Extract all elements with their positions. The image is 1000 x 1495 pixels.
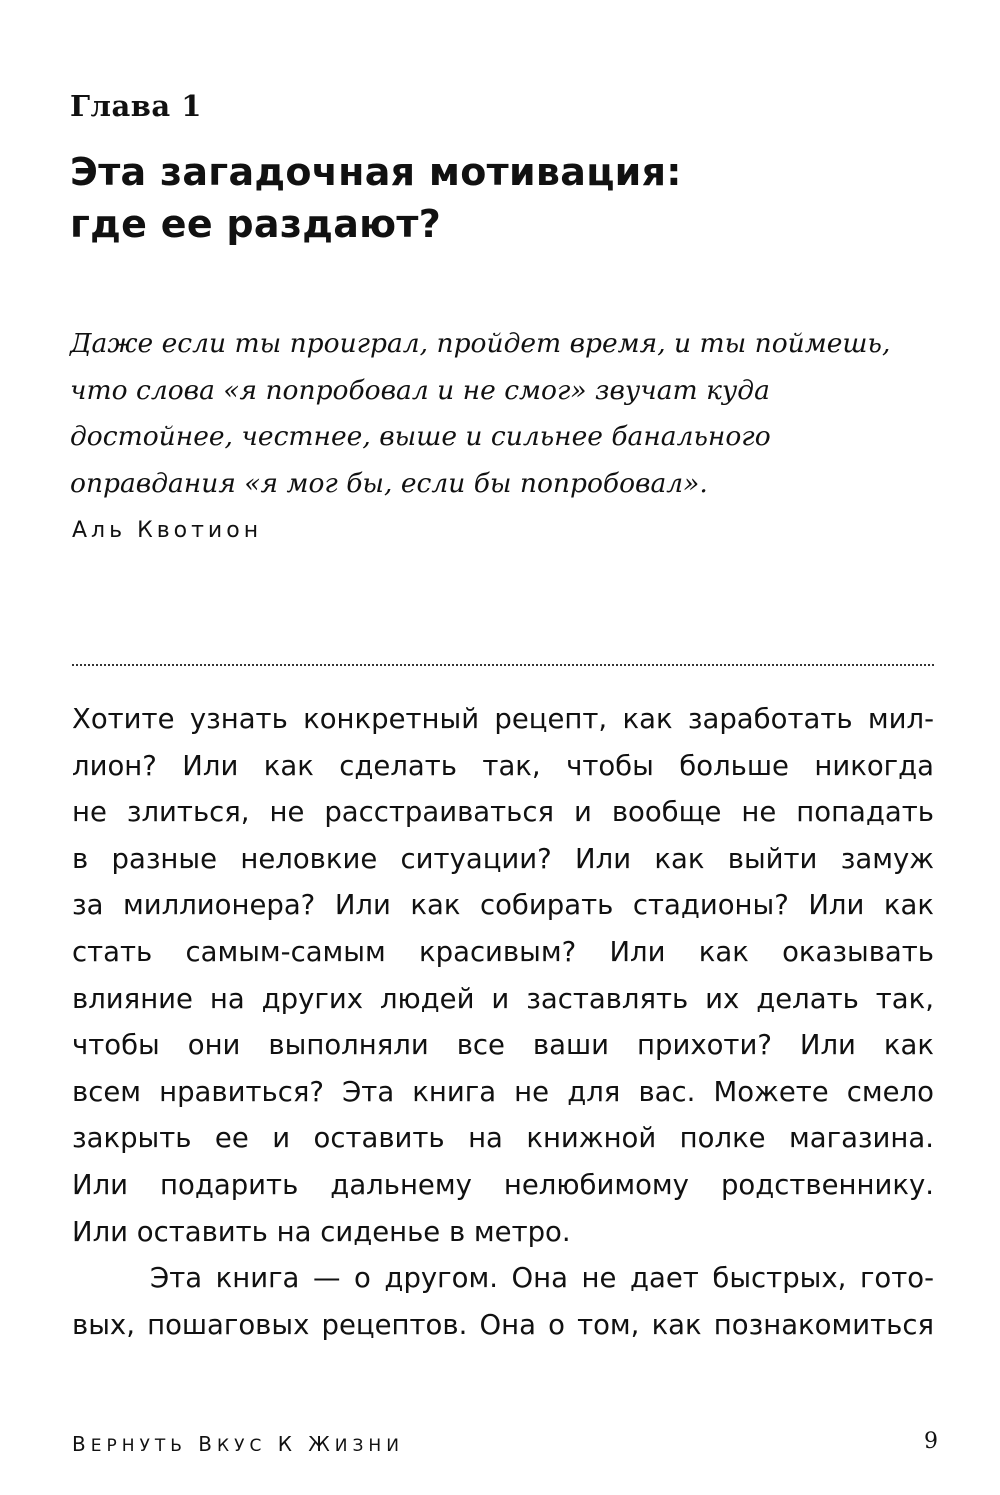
epigraph-line: что слова «я попробовал и не смог» звучат куда (70, 374, 770, 406)
running-title-text: ВЕРНУТЬ ВКУС К ЖИЗНИ (72, 1432, 404, 1456)
page-number: 9 (924, 1429, 938, 1454)
epigraph-author: Аль Квотион (72, 518, 263, 543)
body-text (72, 696, 934, 1348)
dotted-divider (72, 664, 934, 666)
chapter-title (70, 146, 950, 250)
body-line: закрыть ее и оставить на книжной полке магазина. (72, 1122, 934, 1155)
epigraph-line: Даже если ты проиграл, пройдет время, и ты поймешь, (70, 328, 891, 359)
chapter-title-line: Эта загадочная мотивация: (70, 150, 682, 194)
body-line: всем нравиться? Эта книга не для вас. Можете смело (72, 1075, 934, 1108)
epigraph-line: оправдания «я мог бы, если бы попробовал». (70, 467, 708, 499)
body-line: Или подарить дальнему нелюбимому родственнику. (72, 1168, 934, 1201)
body-line: Эта книга — о другом. Она не дает быстрых, гото- (150, 1262, 934, 1295)
body-line: чтобы они выполняли все ваши прихоти? Или как (72, 1029, 934, 1062)
body-line: Хотите узнать конкретный рецепт, как заработать мил- (72, 703, 934, 735)
body-line: в разные неловкие ситуации? Или как выйти замуж (72, 842, 934, 875)
running-title (72, 1429, 404, 1461)
epigraph-line: достойнее, честнее, выше и сильнее банального (70, 421, 771, 452)
body-line: лион? Или как сделать так, чтобы больше никогда (72, 749, 934, 782)
chapter-label: Глава 1 (70, 89, 202, 123)
chapter-title-line: где ее раздают? (70, 202, 442, 246)
epigraph (70, 321, 950, 507)
body-line: стать самым-самым красивым? Или как оказывать (72, 935, 934, 968)
body-line: вых, пошаговых рецептов. Она о том, как познакомиться (72, 1308, 934, 1341)
body-line: Или оставить на сиденье в метро. (72, 1215, 571, 1248)
body-line: влияние на других людей и заставлять их делать так, (72, 982, 934, 1015)
body-line: за миллионера? Или как собирать стадионы? Или как (72, 889, 934, 922)
body-line: не злиться, не расстраиваться и вообще не попадать (72, 796, 934, 829)
